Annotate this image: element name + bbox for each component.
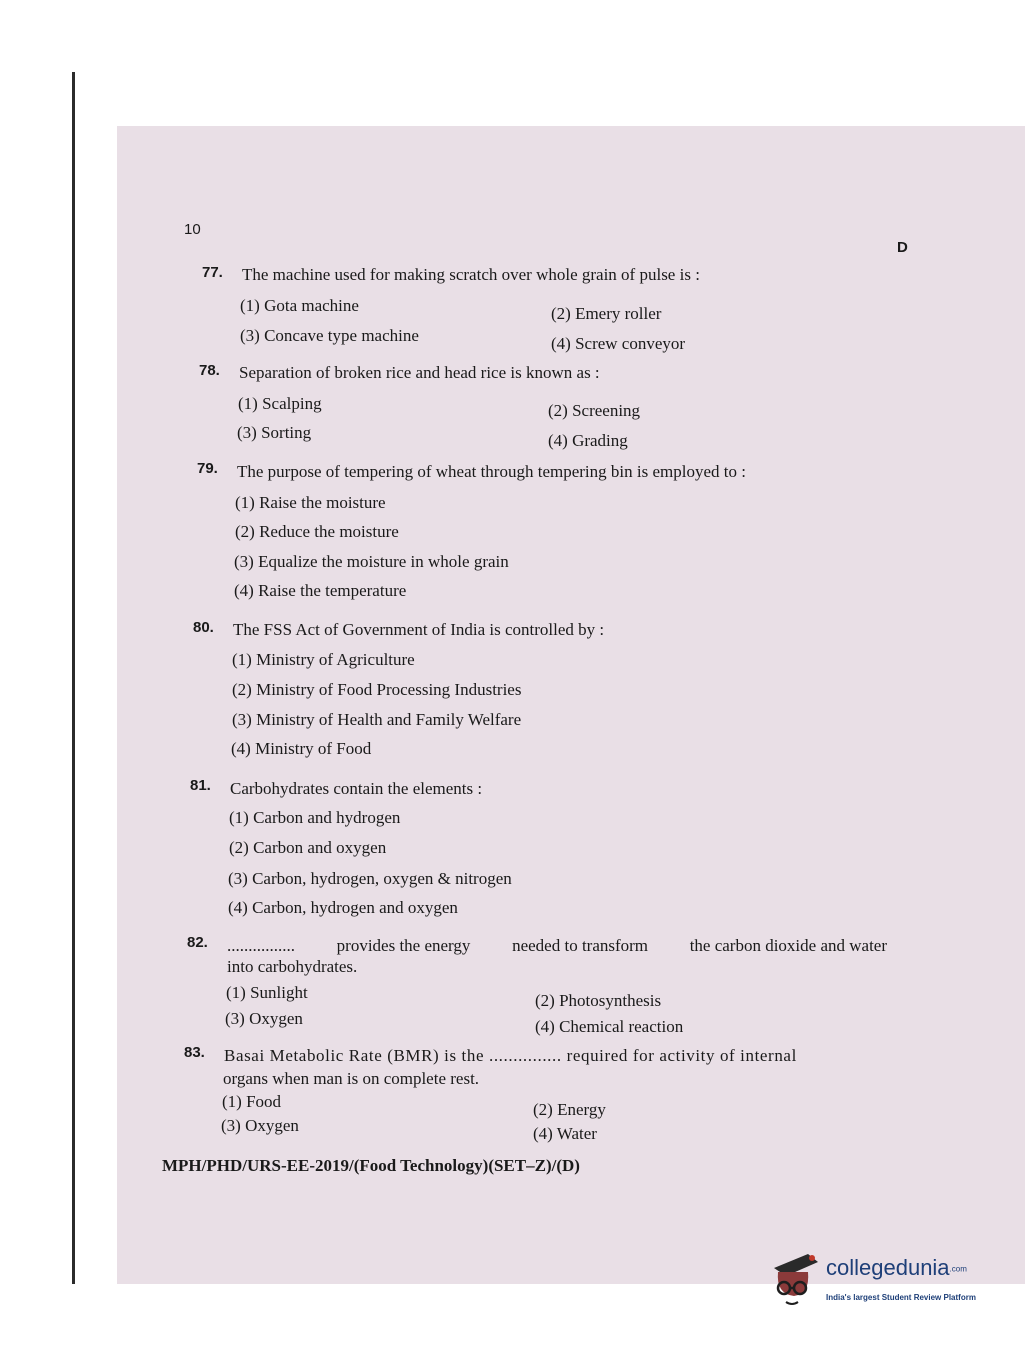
question-text-line2: into carbohydrates.: [227, 957, 358, 976]
question-text: Basai Metabolic Rate (BMR) is the ............... required for activity of internal: [224, 1046, 797, 1065]
option-3: (3) Sorting: [237, 423, 312, 442]
option-2: (2) Photosynthesis: [535, 991, 662, 1010]
option-2: (2) Energy: [533, 1100, 606, 1119]
question-text: Carbohydrates contain the elements :: [230, 779, 483, 798]
question-number: 77.: [202, 264, 223, 281]
question-number: 82.: [187, 934, 208, 951]
option-4: (4) Screw conveyor: [551, 334, 686, 353]
option-3: (3) Equalize the moisture in whole grain: [234, 552, 509, 571]
text-part: needed to transform: [512, 936, 649, 955]
blank: ................: [227, 936, 295, 955]
option-1: (1) Ministry of Agriculture: [232, 650, 415, 669]
brand-name: collegedunia.com: [826, 1255, 967, 1280]
set-code: D: [897, 239, 908, 256]
question-number: 83.: [184, 1044, 205, 1061]
option-1: (1) Food: [222, 1092, 282, 1111]
option-1: (1) Scalping: [238, 394, 322, 413]
option-4: (4) Raise the temperature: [234, 581, 407, 600]
question-number: 81.: [190, 777, 211, 794]
option-1: (1) Raise the moisture: [235, 493, 386, 512]
option-3: (3) Concave type machine: [240, 326, 419, 345]
question-text-line2: organs when man is on complete rest.: [223, 1069, 480, 1088]
brand-tagline: India's largest Student Review Platform: [826, 1293, 976, 1302]
option-3: (3) Ministry of Health and Family Welfare: [232, 710, 522, 729]
question-text: The FSS Act of Government of India is controlled by :: [233, 620, 605, 639]
question-text: Separation of broken rice and head rice is known as :: [239, 363, 600, 382]
option-4: (4) Chemical reaction: [535, 1017, 684, 1036]
option-3: (3) Oxygen: [225, 1009, 303, 1028]
brand-logo[interactable]: [768, 1250, 1008, 1318]
option-1: (1) Carbon and hydrogen: [229, 808, 401, 827]
option-1: (1) Gota machine: [240, 296, 359, 315]
option-2: (2) Carbon and oxygen: [229, 838, 387, 857]
mascot-icon: [768, 1250, 824, 1318]
option-2: (2) Reduce the moisture: [235, 522, 399, 541]
question-number: 78.: [199, 362, 220, 379]
question-number: 79.: [197, 460, 218, 477]
option-1: (1) Sunlight: [226, 983, 308, 1002]
scan-edge: [72, 72, 75, 1284]
question-number: 80.: [193, 619, 214, 636]
option-4: (4) Ministry of Food: [231, 739, 372, 758]
text-part: the carbon dioxide and water: [689, 936, 887, 955]
text-part: provides the energy: [336, 936, 471, 955]
question-text: The purpose of tempering of wheat through tempering bin is employed to :: [237, 462, 746, 481]
question-text: [227, 936, 887, 956]
option-3: (3) Oxygen: [221, 1116, 299, 1135]
option-2: (2) Ministry of Food Processing Industries: [232, 680, 522, 699]
page-number: 10: [184, 221, 201, 238]
option-2: (2) Screening: [548, 401, 641, 420]
option-2: (2) Emery roller: [551, 304, 662, 323]
option-4: (4) Water: [533, 1124, 597, 1143]
question-text: The machine used for making scratch over whole grain of pulse is :: [242, 265, 700, 284]
paper-code-footer: MPH/PHD/URS-EE-2019/(Food Technology)(SET–Z)/(D): [162, 1156, 580, 1175]
option-4: (4) Grading: [548, 431, 628, 450]
option-4: (4) Carbon, hydrogen and oxygen: [228, 898, 458, 917]
option-3: (3) Carbon, hydrogen, oxygen & nitrogen: [228, 869, 512, 888]
